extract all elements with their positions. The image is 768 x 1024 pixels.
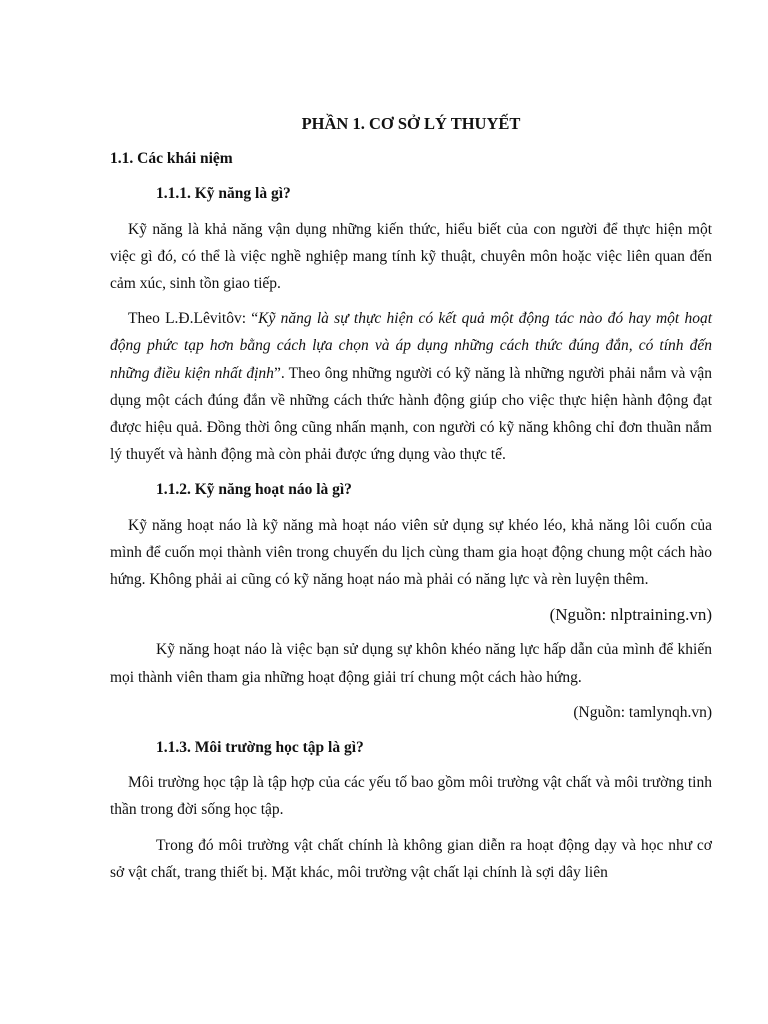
quote-rest: ”. Theo ông những người có kỹ năng là những người phải nắm và vận dụng một cách đúng đắn về những cách thức hành động giúp cho việc thực hiện hành động đạt được hiệu quả. Đồng thời ông cũng nhấn mạnh, con người có kỹ năng không chỉ đơn thuần nắm lý thuyết và hành động mà còn phải được ứng dụng vào thực tế. bbox=[110, 364, 712, 464]
source-citation-1: (Nguồn: nlptraining.vn) bbox=[549, 605, 712, 625]
paragraph-animation-skill-2: Kỹ năng hoạt náo là việc bạn sử dụng sự khôn khéo năng lực hấp dẫn của mình để khiến mọi thành viên tham gia những hoạt động giải trí chung một cách hào hứng. bbox=[110, 641, 712, 686]
paragraph-skill-definition: Kỹ năng là khả năng vận dụng những kiến thức, hiểu biết của con người để thực hiện một việc gì đó, có thể là việc nghề nghiệp mang tính kỹ thuật, chuyên môn hoặc việc liên quan đến cảm xúc, sinh tồn giao tiếp. bbox=[110, 220, 712, 293]
source-citation-2: (Nguồn: tamlynqh.vn) bbox=[573, 703, 712, 721]
paragraph-levitov-quote bbox=[110, 305, 712, 468]
document-page bbox=[110, 110, 712, 894]
page-title: PHẦN 1. CƠ SỞ LÝ THUYẾT bbox=[301, 114, 521, 133]
section-heading-1-1-2: 1.1.2. Kỹ năng hoạt náo là gì? bbox=[156, 481, 352, 499]
quote-text: Kỹ năng là sự thực hiện có kết quả một động tác nào đó hay một hoạt động phức tạp hơn bằng cách lựa chọn và áp dụng những cách thức đúng đắn, có tính đến những điều kiện nhất định bbox=[110, 310, 713, 382]
paragraph-animation-skill: Kỹ năng hoạt náo là kỹ năng mà hoạt náo viên sử dụng sự khéo léo, khả năng lôi cuốn của mình để cuốn mọi thành viên trong chuyến du lịch cùng tham gia hoạt động chung một cách hào hứng. Không phải ai cũng có kỹ năng hoạt náo mà phải có năng lực và rèn luyện thêm. bbox=[110, 516, 712, 589]
section-heading-1-1-1: 1.1.1. Kỹ năng là gì? bbox=[156, 185, 291, 203]
quote-lead: Theo L.Đ.Lêvitôv: “ bbox=[128, 310, 259, 328]
section-heading-1-1-3: 1.1.3. Môi trường học tập là gì? bbox=[156, 739, 364, 757]
paragraph-physical-environment: Trong đó môi trường vật chất chính là không gian diễn ra hoạt động dạy và học như cơ sở vật chất, trang thiết bị. Mặt khác, môi trường vật chất lại chính là sợi dây liên bbox=[110, 836, 712, 881]
paragraph-learning-environment: Môi trường học tập là tập hợp của các yếu tố bao gồm môi trường vật chất và môi trường tinh thần trong đời sống học tập. bbox=[110, 774, 712, 819]
section-heading-1-1: 1.1. Các khái niệm bbox=[110, 150, 233, 168]
